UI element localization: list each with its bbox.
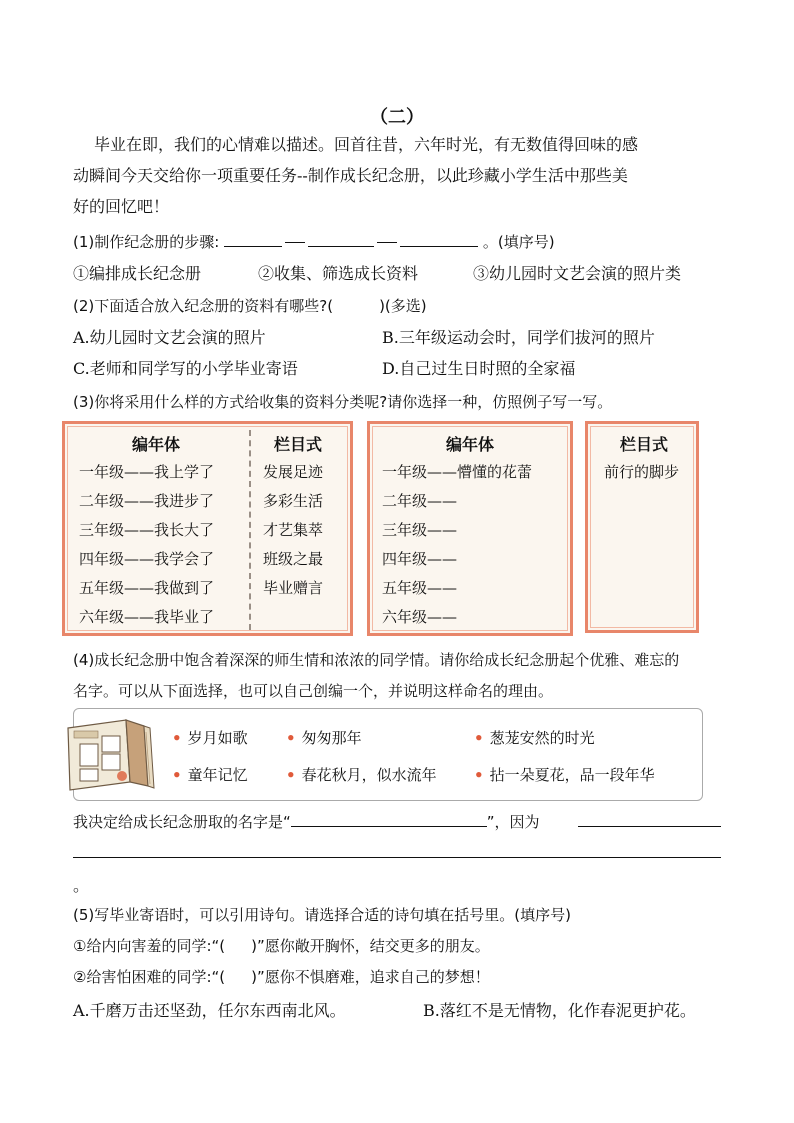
q5-prompt: (5)写毕业寄语时，可以引用诗句。请选择合适的诗句填在括号里。(填序号) [73,906,571,924]
q2-prompt: (2)下面适合放入纪念册的资料有哪些?( [73,297,334,315]
q1-option-2: ②收集、筛选成长资料 [258,264,419,283]
example-right-row: 才艺集萃 [263,521,324,539]
book-icon [60,714,162,794]
q2-option-d: D.自己过生日时照的全家福 [382,359,576,378]
q2-suffix: )(多选) [379,297,427,315]
name-option: • 童年记忆 [172,766,248,784]
section-title: （二） [370,107,424,128]
q4-prompt-line-1: (4)成长纪念册中饱含着深深的师生情和浓浓的同学情。请你给成长纪念册起个优雅、难忘的 [73,651,680,669]
q5-option-a: A.千磨万击还坚劲，任尔东西南北风。 [73,1001,346,1020]
answer-row[interactable]: 三年级—— [382,521,458,539]
name-option: • 拈一朵夏花，品一段年华 [474,766,655,784]
q4-name-blank[interactable] [291,811,487,827]
example-left-row: 六年级——我毕业了 [79,608,215,626]
answer-head-column: 栏目式 [620,435,669,454]
q2-option-a: A.幼儿园时文艺会演的照片 [73,328,266,347]
example-right-row: 多彩生活 [263,492,324,510]
q1-option-1: ①编排成长纪念册 [73,264,202,283]
q4-answer-line [73,807,540,838]
name-option: • 春花秋月，似水流年 [286,766,437,784]
q1-line [73,227,555,258]
q4-answer-mid: ”，因为 [486,813,540,831]
answer-row[interactable]: 五年级—— [382,579,458,597]
q5-item-2: ②给害怕困难的同学:“( )”愿你不惧磨难，追求自己的梦想！ [73,968,490,986]
name-options-box [73,708,703,801]
q5-option-b: B.落红不是无情物，化作春泥更护花。 [423,1001,696,1020]
name-option: • 匆匆那年 [286,729,362,747]
answer-head-chronological: 编年体 [446,435,495,454]
q4-prompt-line-2: 名字。可以从下面选择，也可以自己创编一个，并说明这样命名的理由。 [73,682,554,700]
example-left-row: 一年级——我上学了 [79,463,215,481]
example-head-chronological: 编年体 [132,435,181,454]
q1-dash-2 [377,242,397,243]
answer-table-chronological [367,421,573,636]
q4-answer-prefix: 我决定给成长纪念册取的名字是“ [73,813,291,831]
example-divider [249,430,251,630]
intro-line-2: 动瞬间今天交给你一项重要任务--制作成长纪念册，以此珍藏小学生活中那些美 [73,166,628,185]
q4-reason-blank-1[interactable] [578,826,721,827]
q3-prompt: (3)你将采用什么样的方式给收集的资料分类呢?请你选择一种，仿照例子写一写。 [73,393,613,411]
q2-option-c: C.老师和同学写的小学毕业寄语 [73,359,298,378]
example-left-row: 二年级——我进步了 [79,492,215,510]
example-head-column: 栏目式 [274,435,323,454]
answer-column-row: 前行的脚步 [604,463,680,481]
q5-item-1: ①给内向害羞的同学:“( )”愿你敞开胸怀，结交更多的朋友。 [73,937,490,955]
answer-table-column [585,421,699,633]
example-right-row: 班级之最 [263,550,324,568]
name-option: • 葱茏安然的时光 [474,729,595,747]
name-option: • 岁月如歌 [172,729,248,747]
answer-row[interactable]: 二年级—— [382,492,458,510]
example-right-row: 发展足迹 [263,463,324,481]
intro-line-1: 毕业在即，我们的心情难以描述。回首往昔，六年时光，有无数值得回味的感 [94,135,639,154]
q1-blank-1[interactable] [224,231,282,247]
q1-blank-2[interactable] [308,231,374,247]
q1-blank-3[interactable] [400,231,478,247]
q4-reason-blank-2[interactable] [73,857,721,858]
example-left-row: 五年级——我做到了 [79,579,215,597]
answer-row[interactable]: 六年级—— [382,608,458,626]
q1-suffix: 。(填序号) [482,233,555,251]
example-left-row: 三年级——我长大了 [79,521,215,539]
q2-option-b: B.三年级运动会时，同学们拔河的照片 [382,328,655,347]
intro-line-3: 好的回忆吧！ [73,197,170,216]
example-left-row: 四年级——我学会了 [79,550,215,568]
q1-prompt: (1)制作纪念册的步骤: [73,233,220,251]
q1-dash-1 [285,242,305,243]
q2-line [73,291,427,322]
answer-row: 一年级——懵懂的花蕾 [382,463,533,481]
q4-answer-end: 。 [73,876,90,895]
q1-option-3: ③幼儿园时文艺会演的照片类 [473,264,682,283]
example-right-row: 毕业赠言 [263,579,324,597]
example-table [62,421,353,636]
answer-row[interactable]: 四年级—— [382,550,458,568]
